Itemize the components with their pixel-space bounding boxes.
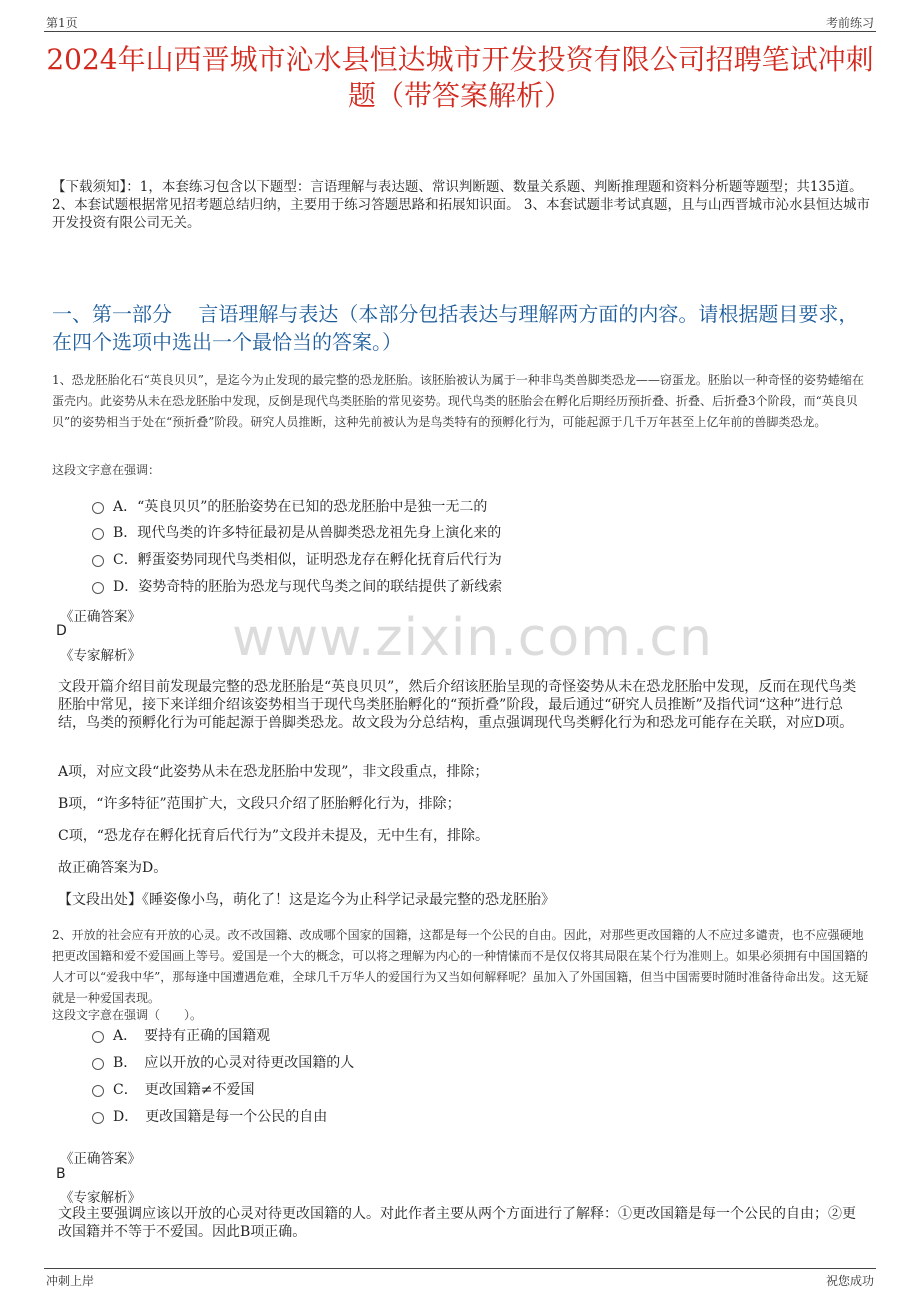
document-title: 2024年山西晋城市沁水县恒达城市开发投资有限公司招聘笔试冲刺题（带答案解析） [46,43,874,112]
analysis-label: 《专家解析》 [60,1190,141,1206]
q1-option-c[interactable] [92,549,502,569]
source-note: 【文段出处】《睡姿像小鸟，萌化了！这是迄今为止科学记录最完整的恐龙胚胎》 [58,892,555,908]
answer-label: 《正确答案》 [60,1151,141,1167]
analysis-paragraph: B项，“许多特征”范围扩大，文段只介绍了胚胎孵化行为，排除； [58,796,461,812]
option-label: B．现代鸟类的许多特征最初是从兽脚类恐龙祖先身上演化来的 [113,525,502,541]
option-label: B． 应以开放的心灵对待更改国籍的人 [113,1055,355,1071]
correct-answer: B [56,1166,66,1182]
radio-icon[interactable] [92,555,104,567]
option-label: A．“英良贝贝”的胚胎姿势在已知的恐龙胚胎中是独一无二的 [113,499,488,515]
question-2-text: 2、开放的社会应有开放的心灵。改不改国籍、改成哪个国家的国籍，这都是每一个公民的自由。因此，对那些更改国籍的人不应过多谴责，也不应强硬地把更改国籍和爱不爱国画上等号。爱国是一个大的概念，可以将之理解为内心的一种情愫而不是仅仅将其局限在某个行为准则上。如果必须拥有中国国籍的人才可以“爱我中华”，那每逢中国遭遇危难，全球几千万华人的爱国行为又当如何解释呢？虽加入了外国国籍，但当中国需要时随时准备待命出发。这无疑就是一种爱国表现。 [52,928,869,1005]
section-heading: 一、第一部分 言语理解与表达（本部分包括表达与理解两方面的内容。请根据题目要求，在四个选项中选出一个最恰当的答案。） [52,302,859,354]
radio-icon[interactable] [92,528,104,540]
page-number: 第1页 [46,16,78,30]
watermark: www.zixin.com.cn [232,608,713,668]
q2-option-b[interactable] [92,1052,354,1072]
correct-answer: D [56,623,67,639]
footer-divider [44,1268,876,1269]
download-notice: 【下载须知】：1，本套练习包含以下题型：言语理解与表达题、常识判断题、数量关系题、判断推理题和资料分析题等题型；共135道。 2、本套试题根据常见招考题总结归纳，主要用于练习答题思路和拓展知识面。 3、本套试题非考试真题，且与山西晋城市沁水县恒达城市开发投资有限公司无关。 [52,179,870,231]
footer-left: 冲刺上岸 [46,1274,95,1288]
footer-right: 祝您成功 [825,1274,874,1288]
question-1-text: 1、恐龙胚胎化石“英良贝贝”，是迄今为止发现的最完整的恐龙胚胎。该胚胎被认为属于一种非鸟类兽脚类恐龙——窃蛋龙。胚胎以一种奇怪的姿势蜷缩在蛋壳内。此姿势从未在恐龙胚胎中发现，反倒是现代鸟类胚胎的常见姿势。现代鸟类的胚胎会在孵化后期经历预折叠、折叠、后折叠3个阶段，而“英良贝贝”的姿势相当于处在“预折叠”阶段。研究人员推断，这种先前被认为是鸟类特有的预孵化行为，可能起源于几千万年甚至上亿年前的兽脚类恐龙。 [52,373,864,429]
question-2-prompt: 这段文字意在强调（ ）。 [52,1008,203,1022]
q1-option-b[interactable] [92,522,501,542]
option-label: D．姿势奇特的胚胎为恐龙与现代鸟类之间的联结提供了新线索 [113,579,503,595]
analysis-paragraph: A项，对应文段“此姿势从未在恐龙胚胎中发现”，非文段重点，排除； [58,764,489,780]
q2-option-c[interactable] [92,1079,254,1099]
q1-option-d[interactable] [92,576,502,596]
option-label: A． 要持有正确的国籍观 [113,1028,271,1044]
header-divider [44,31,876,32]
analysis-paragraph: 故正确答案为D。 [58,860,168,876]
radio-icon[interactable] [92,502,104,514]
option-label: D． 更改国籍是每一个公民的自由 [113,1109,328,1125]
radio-icon[interactable] [92,1112,104,1124]
q2-option-d[interactable] [92,1106,327,1126]
radio-icon[interactable] [92,1085,104,1097]
option-label: C．孵蛋姿势同现代鸟类相似，证明恐龙存在孵化抚育后代行为 [113,552,502,568]
analysis-paragraph: C项，“恐龙存在孵化抚育后代行为”文段并未提及，无中生有，排除。 [58,828,490,844]
analysis-label: 《专家解析》 [60,648,141,664]
radio-icon[interactable] [92,1031,104,1043]
q1-option-a[interactable] [92,496,487,516]
question-1-prompt: 这段文字意在强调： [52,463,161,477]
answer-label: 《正确答案》 [60,609,141,625]
radio-icon[interactable] [92,582,104,594]
analysis-paragraph: 文段开篇介绍目前发现最完整的恐龙胚胎是“英良贝贝”，然后介绍该胚胎呈现的奇怪姿势从未在恐龙胚胎中发现，反而在现代鸟类胚胎中常见，接下来详细介绍该姿势相当于现代鸟类胚胎孵化的“预折叠”阶段，最后通过“研究人员推断”及指代词“这种”进行总结，鸟类的预孵化行为可能起源于兽脚类恐龙。故文段为分总结构，重点强调现代鸟类孵化行为和恐龙可能存在关联，对应D项。 [58,679,857,731]
header-label: 考前练习 [825,16,874,30]
analysis-paragraph: 文段主要强调应该以开放的心灵对待更改国籍的人。对此作者主要从两个方面进行了解释：①更改国籍是每一个公民的自由；②更改国籍并不等于不爱国。因此B项正确。 [58,1206,856,1240]
radio-icon[interactable] [92,1058,104,1070]
q2-option-a[interactable] [92,1025,270,1045]
option-label: C． 更改国籍≠不爱国 [113,1082,255,1098]
